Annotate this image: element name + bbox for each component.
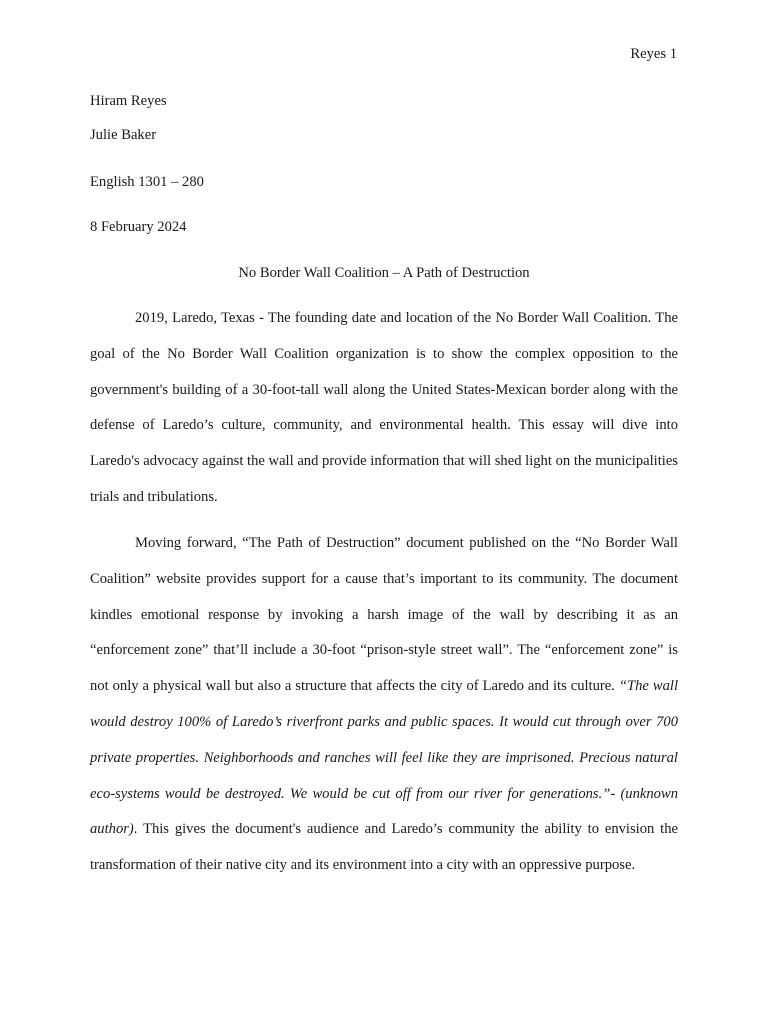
paragraph-2-outro: . This gives the document's audience and Laredo’s community the ability to envision the transformation of their native city and its environment into a city with an oppressive purpose. — [90, 821, 678, 874]
course-name: English 1301 – 280 — [90, 174, 204, 190]
paragraph-2-intro: Moving forward, “The Path of Destruction” document published on the “No Border Wall Coalition” website provides support for a cause that’s important to its community. The document kindles emotional response by invoking a harsh image of the wall by describing it as an “enforcement zone” that’ll include a 30-foot “prison-style street wall”. The “enforcement zone” is not only a physical wall but also a structure that affects the city of Laredo and its culture. — [90, 535, 678, 695]
paragraph-2-quote: “The wall would destroy 100% of Laredo’s riverfront parks and public spaces. It would cut through over 700 private properties. Neighborhoods and ranches will feel like they are imprisoned. Precious natural eco-systems would be destroyed. We would be cut off from our river for generations.”- (unknown author) — [90, 678, 679, 838]
essay-date: 8 February 2024 — [90, 219, 187, 235]
running-head: Reyes 1 — [630, 46, 677, 62]
instructor-name: Julie Baker — [90, 127, 157, 143]
author-name: Hiram Reyes — [90, 93, 167, 109]
body-paragraph-1: 2019, Laredo, Texas - The founding date and location of the No Border Wall Coalition. The goal of the No Border Wall Coalition organization is to show the complex opposition to the government's building of a 30-foot-tall wall along the United States-Mexican border along with the defense of Laredo’s culture, community, and environmental health. This essay will dive into Laredo's advocacy against the wall and provide information that will shed light on the municipalities trials and tribulations. — [90, 310, 678, 505]
body-paragraph-2 — [90, 526, 678, 884]
essay-title: No Border Wall Coalition – A Path of Destruction — [238, 265, 530, 281]
